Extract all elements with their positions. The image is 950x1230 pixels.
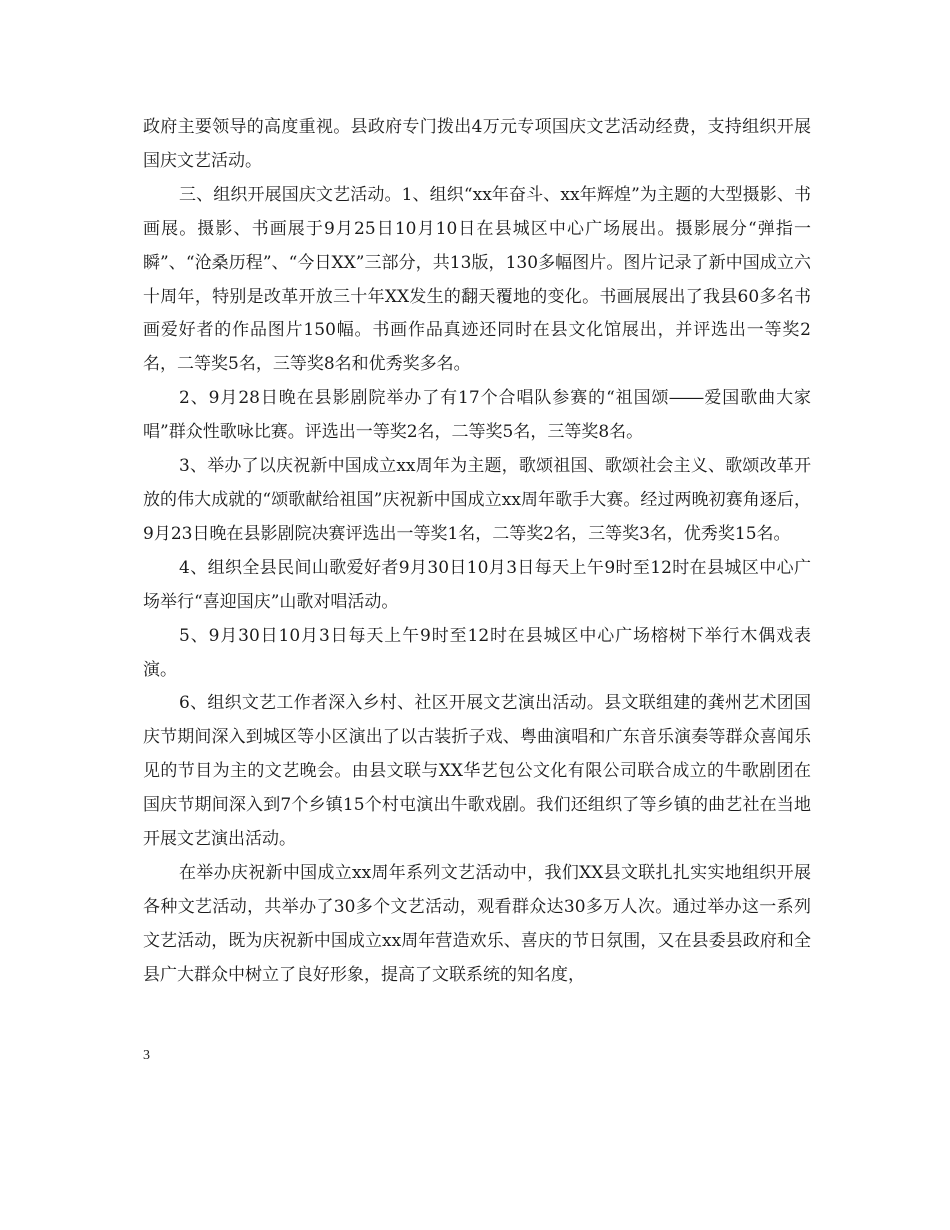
body-text: [143, 111, 811, 993]
paragraph-item-5: 5、9月30日10月3日每天上午9时至12时在县城区中心广场榕树下举行木偶戏表演。: [143, 625, 811, 680]
paragraph-item-2: 2、9月28日晚在县影剧院举办了有17个合唱队参赛的“祖国颂――爱国歌曲大家唱”群众性歌咏比赛。评选出一等奖2名，二等奖5名，三等奖8名。: [143, 388, 811, 443]
paragraph-item-4: 4、组织全县民间山歌爱好者9月30日10月3日每天上午9时至12时在县城区中心广场举行“喜迎国庆”山歌对唱活动。: [143, 557, 811, 612]
paragraph-item-6: 6、组织文艺工作者深入乡村、社区开展文艺演出活动。县文联组建的龚州艺术团国庆节期间深入到城区等小区演出了以古装折子戏、粤曲演唱和广东音乐演奏等群众喜闻乐见的节目为主的文艺晚会。由县文联与XX华艺包公文化有限公司联合成立的牛歌剧团在国庆节期间深入到7个乡镇15个村屯演出牛歌戏剧。我们还组织了等乡镇的曲艺社在当地开展文艺演出活动。: [143, 693, 811, 850]
paragraph-summary: 在举办庆祝新中国成立xx周年系列文艺活动中，我们XX县文联扎扎实实地组织开展各种文艺活动，共举办了30多个文艺活动，观看群众达30多万人次。通过举办这一系列文艺活动，既为庆祝新中国成立xx周年营造欢乐、喜庆的节日氛围，又在县委县政府和全县广大群众中树立了良好形象，提高了文联系统的知名度，: [143, 862, 811, 985]
paragraph-section-three: 三、组织开展国庆文艺活动。1、组织“xx年奋斗、xx年辉煌”为主题的大型摄影、书画展。摄影、书画展于9月25日10月10日在县城区中心广场展出。摄影展分“弹指一瞬”、“沧桑历程”、“今日XX”三部分，共13版，130多幅图片。图片记录了新中国成立六十周年，特别是改革开放三十年XX发生的翻天覆地的变化。书画展展出了我县60多名书画爱好者的作品图片150幅。书画作品真迹还同时在县文化馆展出，并评选出一等奖2名，二等奖5名，三等奖8名和优秀奖多名。: [143, 184, 811, 375]
paragraph-continuation: 政府主要领导的高度重视。县政府专门拨出4万元专项国庆文艺活动经费，支持组织开展国庆文艺活动。: [143, 117, 811, 171]
paragraph-item-3: 3、举办了以庆祝新中国成立xx周年为主题，歌颂祖国、歌颂社会主义、歌颂改革开放的伟大成就的“颂歌献给祖国”庆祝新中国成立xx周年歌手大赛。经过两晚初赛角逐后，9月23日晚在县影剧院决赛评选出一等奖1名，二等奖2名，三等奖3名，优秀奖15名。: [143, 456, 811, 544]
page-number: 3: [143, 1048, 150, 1063]
